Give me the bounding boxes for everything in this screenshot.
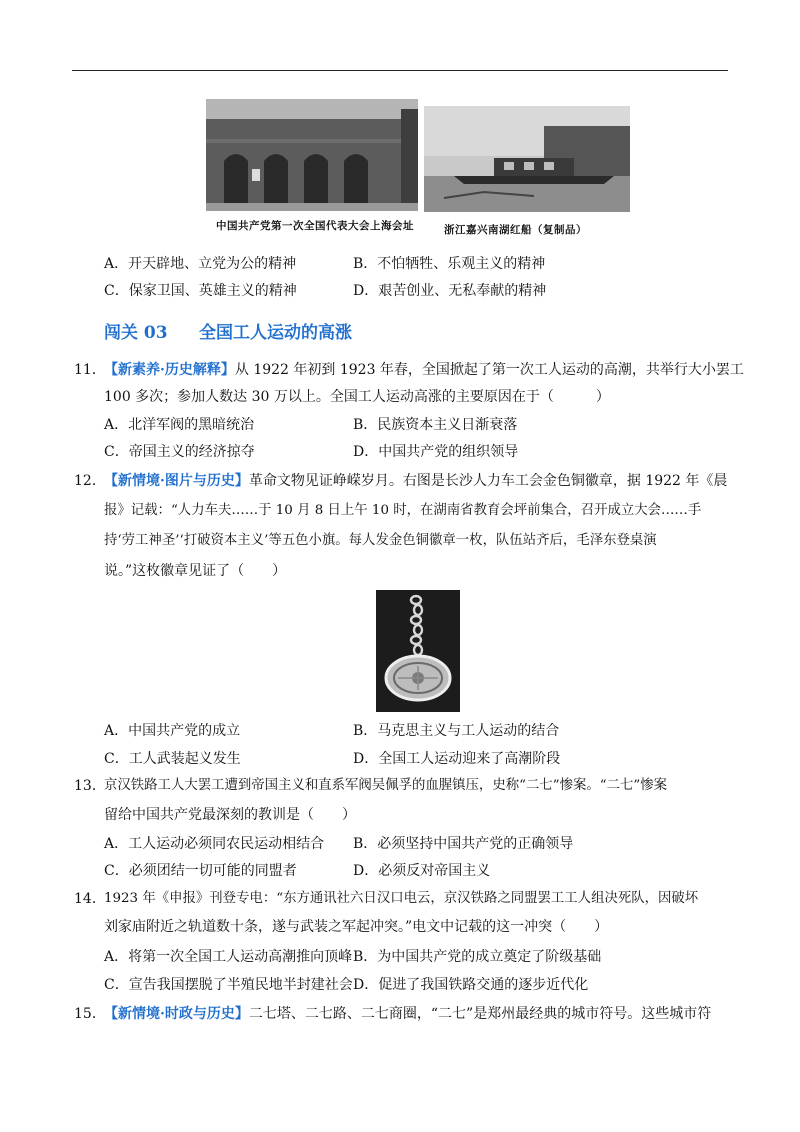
q11-tag: 【新素养·历史解释】 — [104, 362, 235, 378]
q12-option-b: B．马克思主义与工人运动的结合 — [353, 723, 560, 739]
q12-option-c: C．工人武装起义发生 — [104, 751, 241, 767]
q13-option-b: B．必须坚持中国共产党的正确领导 — [353, 836, 574, 852]
q12-line-3: 持‘劳工神圣’‘打破资本主义’等五色小旗。每人发金色铜徽章一枚，队伍站齐后，毛泽东登桌演 — [104, 533, 657, 548]
q11-line-1 — [104, 361, 744, 379]
q10-option-c: C．保家卫国、英雄主义的精神 — [104, 283, 297, 299]
q13-option-d: D．必须反对帝国主义 — [353, 863, 491, 879]
q11-option-b: B．民族资本主义日渐衰落 — [353, 417, 518, 433]
q10-option-a: A．开天辟地、立党为公的精神 — [104, 256, 297, 272]
q10-option-d: D．艰苦创业、无私奉献的精神 — [353, 283, 547, 299]
q12-option-d: D．全国工人运动迎来了高潮阶段 — [353, 751, 561, 767]
q12-line-4: 说。”这枚徽章见证了（ ） — [104, 563, 287, 579]
q11-option-d: D．中国共产党的组织领导 — [353, 444, 519, 460]
q14-option-a: A．将第一次全国工人运动高潮推向顶峰 — [104, 949, 353, 965]
badge-photo — [376, 590, 460, 712]
boat-illustration — [424, 106, 630, 212]
q11-line-2: 100 多次；参加人数达 30 万以上。全国工人运动高涨的主要原因在于（ ） — [104, 389, 610, 405]
q12-tag: 【新情境·图片与历史】 — [104, 473, 249, 489]
q15-number: 15． — [74, 1006, 106, 1022]
badge-illustration — [376, 590, 460, 712]
photo-red-boat — [424, 106, 630, 212]
q14-option-c: C．宣告我国摆脱了半殖民地半封建社会 — [104, 977, 353, 993]
q11-number: 11． — [74, 362, 106, 378]
q14-number: 14． — [74, 891, 106, 907]
caption-left: 中国共产党第一次全国代表大会上海会址 — [216, 220, 414, 232]
caption-right: 浙江嘉兴南湖红船（复制品） — [444, 224, 587, 236]
q13-option-a: A．工人运动必须同农民运动相结合 — [104, 836, 325, 852]
q11-option-c: C．帝国主义的经济掠夺 — [104, 444, 255, 460]
photo-shanghai-site — [206, 99, 418, 211]
q12-number: 12． — [74, 473, 106, 489]
q12-line-2: 报》记载：“人力车夫……于 10 月 8 日上午 10 时，在湖南省教育会坪前集合，召开成立大会……手 — [104, 503, 702, 518]
q15-tag: 【新情境·时政与历史】 — [104, 1006, 249, 1022]
q15-line-1 — [104, 1005, 711, 1023]
q14-option-b: B．为中国共产党的成立奠定了阶级基础 — [353, 949, 602, 965]
section-code: 闯关 03 — [104, 323, 168, 343]
q13-line-1: 京汉铁路工人大罢工遭到帝国主义和直系军阀吴佩孚的血腥镇压，史称“二七”惨案。“二七”惨案 — [104, 778, 668, 793]
q11-text-1: 从 1922 年初到 1923 年春，全国掀起了第一次工人运动的高潮，共举行大小罢工 — [234, 362, 744, 378]
section-title: 全国工人运动的高涨 — [199, 323, 352, 343]
q13-option-c: C．必须团结一切可能的同盟者 — [104, 863, 297, 879]
q12-line-1 — [104, 472, 727, 490]
q11-option-a: A．北洋军阀的黑暗统治 — [104, 417, 255, 433]
q13-number: 13． — [74, 778, 106, 794]
q14-line-2: 刘家庙附近之轨道数十条，遂与武装之军起冲突。”电文中记载的这一冲突（ ） — [104, 919, 609, 935]
q14-line-1: 1923 年《申报》刊登专电：“东方通讯社六日汉口电云，京汉铁路之同盟罢工工人组决死队，因破坏 — [104, 891, 699, 906]
q10-option-b: B．不怕牺牲、乐观主义的精神 — [353, 256, 546, 272]
q12-option-a: A．中国共产党的成立 — [104, 723, 241, 739]
q15-text-1: 二七塔、二七路、二七商圈，“二七”是郑州最经典的城市符号。这些城市符 — [248, 1006, 712, 1022]
header-rule — [72, 70, 728, 71]
q12-text-1: 革命文物见证峥嵘岁月。右图是长沙人力车工会金色铜徽章，据 1922 年《晨 — [248, 473, 728, 489]
q14-option-d: D．促进了我国铁路交通的逐步近代化 — [353, 977, 589, 993]
q13-line-2: 留给中国共产党最深刻的教训是（ ） — [104, 807, 356, 823]
building-illustration — [206, 99, 418, 211]
